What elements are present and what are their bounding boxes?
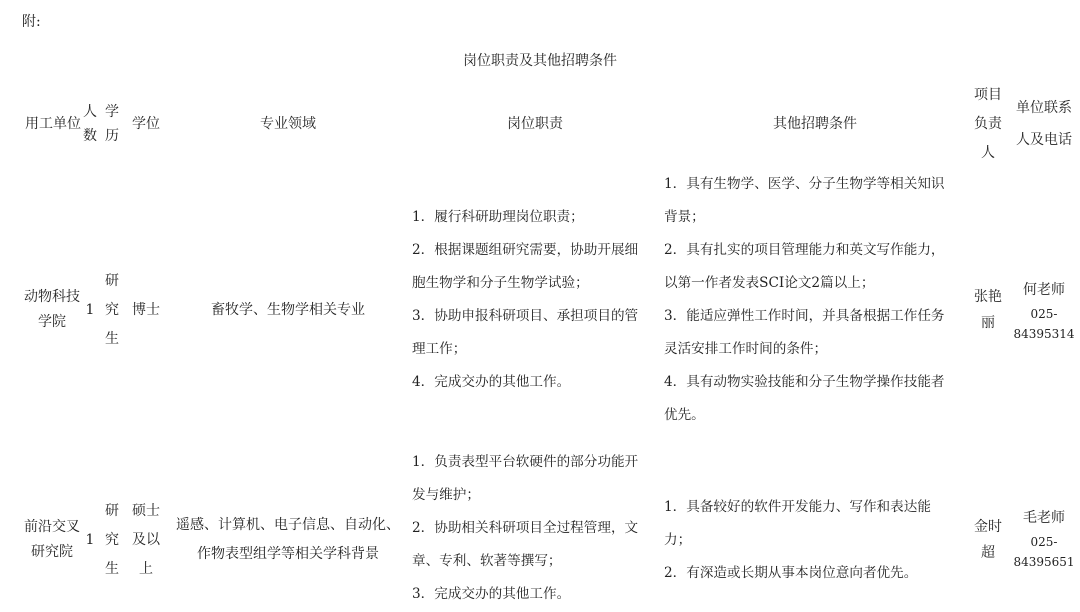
row-leader: 金时 超 [974,519,1002,561]
attachment-note: 附: [22,14,41,30]
row-leader: 张艳 丽 [974,289,1002,331]
header-unit: 用工单位 [25,116,81,132]
header-conditions: 其他招聘条件 [773,116,857,132]
row-education: 研 究 生 [105,502,119,577]
row-conditions: 1．具有生物学、医学、分子生物学等相关知识 背景； 2．具有扎实的项目管理能力和英文写作能力， 以第一作者发表SCI论文2篇以上； 3．能适应弹性工作时间，并具备根据工作任务 灵活安排工作时间的条件； 4．具有动物实验技能和分子生物学操作技能者 优先。 [664,176,945,423]
header-field: 专业领域 [260,116,316,132]
header-duties: 岗位职责 [507,116,563,132]
row-degree: 硕士 及以 上 [132,502,160,577]
row-duties: 1．负责表型平台软硬件的部分功能开 发与维护； 2．协助相关科研项目全过程管理，文 章、专利、软著等撰写； 3．完成交办的其他工作。 [412,453,639,602]
header-count: 人 数 [83,104,97,144]
header-education: 学 历 [105,104,119,144]
row-duties: 1．履行科研助理岗位职责； 2．根据课题组研究需要，协助开展细 胞生物学和分子生物学试验； 3．协助申报科研项目、承担项目的管 理工作； 4．完成交办的其他工作。 [412,209,639,390]
row-degree: 博士 [132,301,160,318]
row-education: 研 究 生 [105,272,119,347]
table-title: 岗位职责及其他招聘条件 [463,53,617,69]
row-field: 畜牧学、生物学相关专业 [211,301,365,318]
row-contact: 毛老师 025- 84395651 [1013,510,1075,569]
row-contact: 何老师 025- 84395314 [1013,282,1075,341]
header-contact: 单位联系 人及电话 [1016,100,1072,148]
header-leader: 项目 负责 人 [974,86,1002,161]
row-conditions: 1．具备较好的软件开发能力、写作和表达能 力； 2．有深造或长期从事本岗位意向者优先。 [664,498,931,581]
row-unit: 动物科技 学院 [24,289,80,330]
row-count: 1 [85,301,95,318]
row-field: 遥感、计算机、电子信息、自动化、 作物表型组学等相关学科背景 [176,517,400,562]
header-degree: 学位 [132,116,160,132]
row-unit: 前沿交叉 研究院 [24,519,80,560]
row-count: 1 [85,531,95,548]
